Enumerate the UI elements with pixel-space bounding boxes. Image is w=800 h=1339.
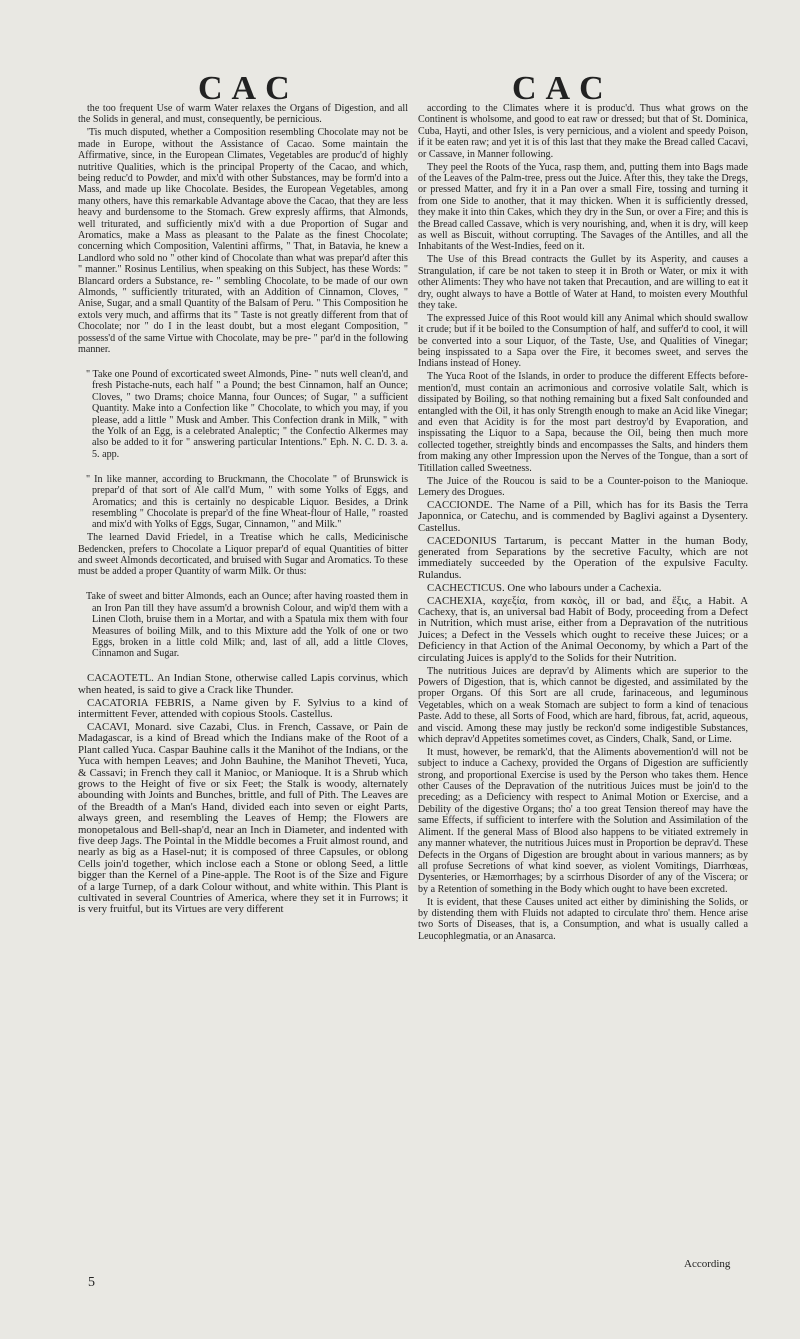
right-column	[418, 103, 748, 944]
paragraph: It must, however, be remark'd, that the Aliments abovemention'd will not be subject to induce a Cachexy, provided the Organs of Digestion are sufficiently strong, and proportional Exercise is used by the Person who takes them. Hence other Causes of the Depravation of the nutritious Juices must be join'd to the preceding; as a Deficiency with respect to Animal Motion or Exercise, and a Debility of the digestive Organs; tho' a too great Tension thereof may have the same Effects, if sufficient to interfere with the Solution and Assimilation of the Aliment. If the general Mass of Blood also happens to be vitiated extremely in any manner whatever, the nutritious Juices must in Proportion be deprav'd. These Defects in the Organs of Digestion are brought about in various manners; as by all profuse Secretions of what kind soever, as violent Vomitings, Diarrhœas, Dysenteries, or Hæmorrhages; by a scirrhous Disorder of any of the Viscera; or by a Retention of something in the Body which ought to have been excreted.	[418, 746, 748, 895]
paragraph: The Yuca Root of the Islands, in order to produce the different Effects before-mention'd, must contain an acrimonious and corrosive volatile Salt, which is dissipated by Boiling, so that nothing remaining but a fixed Salt confounded and entangled with the Oil, it has only Strength enough to make an Acid like Vinegar; and even that Acidity is for the most part destroy'd by Evaporation, and inspissating the Liquor to a Sapa, because the Oil, being then much more collected together, streightly binds and encompasses the Salts, and hinders them from making any other Impression upon the Nerves of the Tongue, than a sort of Titillation called Sweetness.	[418, 371, 748, 474]
entry: CACAOTETL. An Indian Stone, otherwise called Lapis corvinus, which when heated, is said to give a Crack like Thunder.	[78, 672, 408, 696]
paragraph: The Juice of the Roucou is said to be a Counter-poison to the Manioque. Lemery des Drogues.	[418, 475, 748, 498]
quotation: " Take one Pound of excorticated sweet Almonds, Pine- " nuts well clean'd, and fresh Pistache-nuts, each half " a Pound; the best Cinnamon, half an Ounce; Cloves, " two Drams; choice Manna, four Ounces; of Sugar, " a sufficient Quantity. Make into a Confection like " Chocolate, to which you may, if you please, add a little " Musk and Amber. This Confection drank in Milk, " with the Yolk of an Egg, is a celebrated Analeptic; " the Confectio Alkermes may also be added to it for " answering particular Intentions." Eph. N. C. D. 3. a. 5. app.	[86, 368, 408, 460]
entry: CACAVI, Monard. sive Cazabi, Clus. in French, Cassave, or Pain de Madagascar, is a kind of Bread which the Indians make of the Root of a Plant called Yuca. Caspar Bauhine calls it the Manihot of the Indians, or the Yuca with hempen Leaves; and John Bauhine, the Manihot Theveti, Yuca, & Cassavi; in French they call it Manioc, or Manioque. It is a Shrub which grows to the Height of five or six Feet; the Stalk is woody, alternately abounding with Joints and Bunches, brittle, and full of Pith. The Leaves are of the Breadth of a Man's Hand, divided each into seven or eight Parts, always green, and resembling the Leaves of Hemp; the Flowers are monopetalous and Bell-shap'd, near an Inch in Diameter, and indented with five deep Jags. The Pointal in the Middle becomes a Fruit almost round, and nearly as big as a Hasel-nut; it is composed of three Capsules, or oblong Cells join'd together, which inclose each a Stone or oblong Seed, a little bigger than the Kernel of a Pine-apple. The Root is of the Size and Figure of a large Turnep, of a dark Colour without, and white within. This Plant is cultivated in several Countries of America, where they set it in Furrows; it is very fruitful, but its Virtues are very different	[78, 720, 408, 916]
paragraph: It is evident, that these Causes united act either by diminishing the Solids, or by distending them with Fluids not adapted to circulate thro' them. Hence arise two Sorts of Diseases, that is, a Consumption, and what is usually called a Leucophlegmatia, or an Anasarca.	[418, 896, 748, 942]
entry: CACHECTICUS. One who labours under a Cachexia.	[427, 581, 662, 594]
paragraph: The Use of this Bread contracts the Gullet by its Asperity, and causes a Strangulation, if care be not taken to steep it in Broth or Water, or mix it with other Aliments: They who have not taken that Precaution, and are willing to eat it dry, ought always to have a Bottle of Water at Hand, to moisten every Mouthful they take.	[418, 254, 748, 311]
signature-mark: 5	[88, 1275, 95, 1290]
entry: CACEDONIUS Tartarum, is peccant Matter in the human Body, generated from Separations by the secretive Faculty, which are not immediately succeeded by the Operation of the expulsive Faculty. Rulandus.	[418, 534, 748, 581]
quotation: " In like manner, according to Bruckmann, the Chocolate " of Brunswick is prepar'd of that sort of Ale call'd Mum, " with some Yolks of Eggs, and Aromatics; and this is certainly no despicable Liquor. Besides, a Drink resembling " Chocolate is prepar'd of the fine Wheat-flour of Halle, " roasted and mix'd with Yolks of Eggs, Sugar, Cinnamon, " and Milk."	[86, 473, 408, 531]
catchword: According	[684, 1258, 731, 1270]
running-head-right: CAC	[512, 70, 613, 107]
paragraph: The learned David Friedel, in a Treatise which he calls, Medicinische Bedencken, prefers to Chocolate a Liquor prepar'd of equal Quantities of bitter and sweet Almonds decorticated, and bruised with Sugar and Aromatics. To these must be added a proper Quantity of warm Milk. Or thus:	[78, 532, 408, 578]
paragraph: 'Tis much disputed, whether a Composition resembling Chocolate may not be made in Europe, without the Assistance of Cacao. Some maintain the Affirmative, since, in the European Climates, Vegetables are produc'd of highly nutritive Qualities, which is the principal Property of the Cacao, and which, being reduc'd to Powder, and mix'd with other Substances, may be form'd into a Mass, and made up like Chocolate. Besides, the European Vegetables, among many others, have this remarkable Advantage above the Cacao, that they are less heavy and burdensome to the Stomach. Grew expresly affirms, that Almonds, well triturated, and sufficiently mix'd with a due Proportion of Sugar and Aromatics, make a Mass as pleasant to the Palate as the finest Chocolate; concerning which Composition, Valentini affirms, " That, in Batavia, he knew a Landlord who sold no " other kind of Chocolate than what was prepar'd after this " manner." Rosinus Lentilius, when speaking on this Subject, has these Words: " Blancard orders a Substance, re- " sembling Chocolate, to be made of our own Almonds, " sufficiently triturated, with an Addition of Cinnamon, Cloves, " Anise, Sugar, and a small Quantity of the Balsam of Peru. " This Composition he extols very much, and affirms that its " Taste is not greatly different from that of Chocolate; nor " do I in the least doubt, but a most elegant Composition, " possess'd of the same Virtue with Chocolate, may be pre- " par'd in the following manner.	[78, 127, 408, 356]
paragraph: They peel the Roots of the Yuca, rasp them, and, putting them into Bags made of the Leaves of the Palm-tree, press out the Juice. After this, they take the Dregs, or pressed Matter, and fry it in a Pan over a small Fire, tossing and turning it from one Side to another, that it may thicken. When it is sufficiently dressed, they make it into thin Cakes, which they dry in the Sun, or over a Fire; and this is the Bread called Cassave, which is very nourishing, and, when it is dry, will keep as well as Biscuit, without corrupting. The Savages of the Antilles, and all the Inhabitants of the West-Indies, feed on it.	[418, 161, 748, 253]
paragraph: according to the Climates where it is produc'd. Thus what grows on the Continent is wholsome, and good to eat raw or dressed; but that of St. Dominica, Cuba, Hayti, and other Isles, is very pernicious, and a violent and speedy Poison, if it be eaten raw; and yet it is of this last that they make the Bread called Cacavi, or Cassave, in Manner following.	[418, 103, 748, 160]
paragraph: the too frequent Use of warm Water relaxes the Organs of Digestion, and all the Solids in general, and must, consequently, be pernicious.	[78, 103, 408, 126]
paragraph: The nutritious Juices are deprav'd by Aliments which are superior to the Powers of Digestion, that is, which cannot be digested, and assimilated by the proper Organs. Of this Sort are all crude, farinaceous, and leguminous Vegetables, which on a weak Stomach are subject to form a kind of tenacious Paste. Add to these, all Sorts of Food, which are hard, fibrous, fat, acrid, aqueous, and viscid. Among these may justly be reckon'd some indigestible Substances, which deprav'd Appetites sometimes covet, as Cinders, Chalk, Sand, or Lime.	[418, 665, 748, 745]
entry: CACCIONDE. The Name of a Pill, which has for its Basis the Terra Japonnica, or Catechu, and is commended by Baglivi against a Dysentery. Castellus.	[418, 498, 748, 534]
running-head-left: CAC	[198, 70, 299, 107]
left-column	[78, 103, 408, 917]
entry: CACHEXIA, καχεξία, from κακὸς, ill or bad, and ἕξις, a Habit. A Cachexy, that is, an universal bad Habit of Body, proceeding from a Defect in Nutrition, which must arise, either from a Depravation of the nutritious Juices; a Defect in the Vessels which ought to receive these Juices; or a Deficiency in that Action of the Animal Oeconomy, by which a Part of the circulating Juices is apply'd to the Solids for their Nutrition.	[418, 594, 748, 664]
entry: CACATORIA FEBRIS, a Name given by F. Sylvius to a kind of intermittent Fever, attended with copious Stools. Castellus.	[78, 696, 408, 720]
recipe: Take of sweet and bitter Almonds, each an Ounce; after having roasted them in an Iron Pan till they have assum'd a brownish Colour, and wip'd them with a Linen Cloth, bruise them in a Mortar, and with a Spatula mix them with four Measures of boiling Milk, and to this Mixture add the Yolk of one or two Eggs, broken in a little cold Milk; and, last of all, add a little Cloves, Cinnamon and Sugar.	[86, 591, 408, 660]
paragraph: The expressed Juice of this Root would kill any Animal which should swallow it crude; but if it be boiled to the Consumption of half, and suffer'd to cool, it will be converted into a sour Liquor, of the Taste, Use, and Qualities of Vinegar; being inspissated to a Sapa over the Fire, it becomes sweet, and serves the Indians instead of Honey.	[418, 312, 748, 370]
